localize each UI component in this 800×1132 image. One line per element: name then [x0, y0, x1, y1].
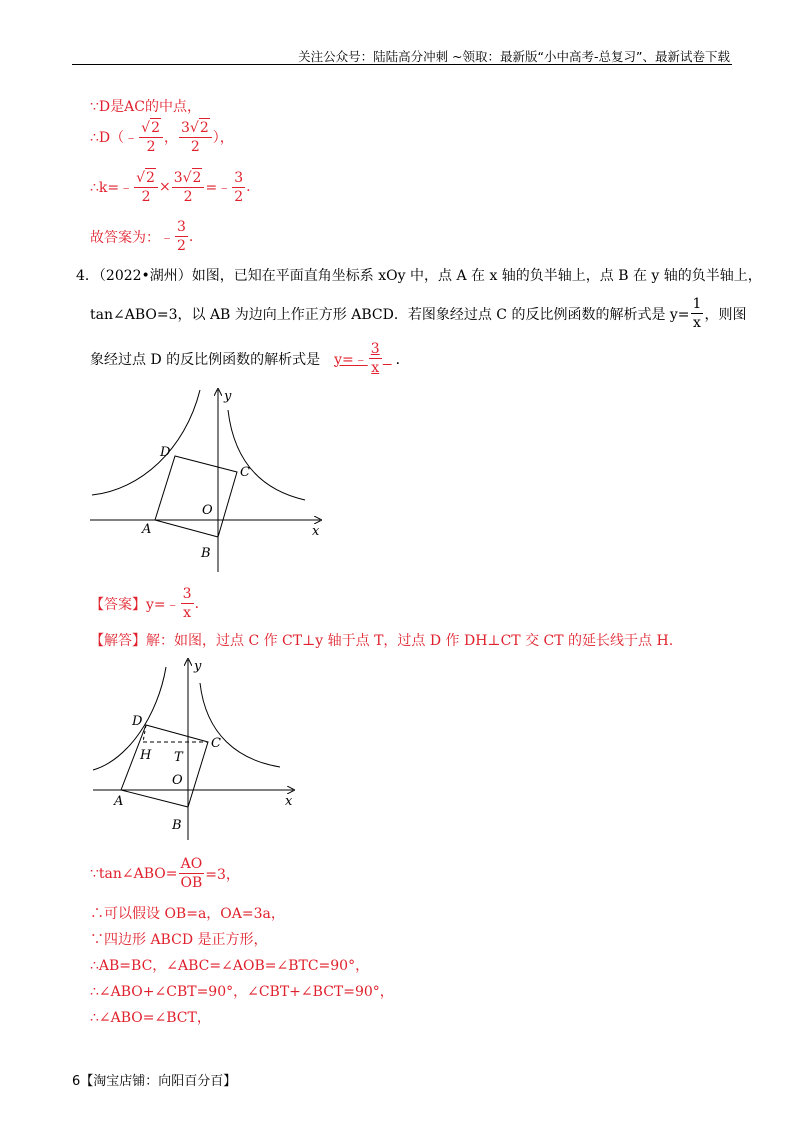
answer-frac	[181, 585, 194, 622]
label-d-2: D	[132, 714, 143, 729]
k-frac1-den: 2	[141, 189, 151, 205]
d-frac2-coef: 3	[180, 120, 190, 136]
k-frac2-den: 2	[183, 189, 193, 205]
d-frac2-den: 2	[190, 139, 200, 155]
label-a-2: A	[114, 794, 124, 809]
answer-blank-frac	[369, 340, 382, 377]
header-divider	[72, 64, 732, 65]
answer-blank-text: y=﹣	[334, 351, 368, 368]
solution-figure	[88, 655, 308, 845]
label-y-2: y	[194, 659, 202, 674]
page-header: 关注公众号：陆陆高分冲刺 ~领取：最新版“小中高考-总复习”、最新试卷下载	[298, 49, 730, 64]
d-frac-2: $\frac{3√2}{2}$	[179, 118, 212, 156]
d-suffix: ），	[212, 130, 234, 146]
curve-c-2	[200, 683, 280, 767]
label-c-2: C	[211, 736, 221, 751]
answer-line	[90, 585, 199, 622]
prev-answer-frac	[175, 218, 188, 255]
prev-answer-den: 2	[177, 238, 186, 254]
label-o-2: O	[172, 773, 183, 788]
d-frac1-num: 2	[151, 120, 160, 136]
problem-figure	[80, 380, 340, 580]
prev-answer-num: 3	[177, 219, 186, 235]
answer-num: 3	[182, 586, 192, 602]
k-end: .	[246, 179, 251, 195]
prev-answer-end: .	[188, 228, 194, 245]
k-prefix: ∴k=﹣	[90, 180, 134, 196]
answer-blank	[330, 340, 395, 377]
problem-frac-c	[691, 295, 704, 332]
solution-line-3: ∵四边形 ABCD 是正方形，	[90, 932, 268, 948]
d-frac2-num: 2	[199, 120, 209, 136]
k-frac1-num: 2	[146, 170, 155, 186]
d-frac1-den: 2	[146, 139, 156, 155]
answer-blank-den: x	[371, 360, 380, 376]
square-abcd-2	[121, 725, 208, 807]
prev-answer-prefix: 故答案为：﹣	[90, 229, 174, 246]
problem-line-3	[90, 340, 410, 377]
problem-text-3a: 象经过点 D 的反比例函数的解析式是	[90, 351, 321, 368]
prev-line-1: ∵D是AC的中点，	[90, 99, 201, 115]
solution-line-5: ∴∠ABO+∠CBT=90°，∠CBT+∠BCT=90°，	[90, 984, 394, 1000]
solution-line-2: ∴可以假设 OB=a，OA=3a，	[90, 906, 285, 922]
tan-frac	[179, 855, 205, 892]
tan-num: AO	[180, 856, 203, 872]
label-c: C	[240, 465, 250, 480]
prev-k-line	[90, 168, 251, 206]
solution-intro-text: 解：如图，过点 C 作 CT⊥y 轴于点 T，过点 D 作 DH⊥CT 交 CT 的延长线于点 H.	[146, 633, 674, 649]
answer-tag: 【答案】	[90, 596, 146, 613]
problem-line-2	[90, 295, 746, 332]
problem-number: 4．	[76, 268, 99, 284]
answer-expr: y=﹣	[146, 596, 180, 613]
d-frac-1: $\frac{√2}{2}$	[139, 118, 163, 156]
tan-den: OB	[180, 875, 203, 891]
answer-end: .	[194, 595, 200, 612]
solution-line-4: ∴AB=BC，∠ABC=∠AOB=∠BTC=90°，	[90, 958, 370, 974]
k-times: ×	[158, 179, 171, 195]
label-x-2: x	[285, 794, 293, 809]
k-frac2-num: 2	[192, 170, 202, 186]
square-abcd	[155, 456, 237, 537]
solution-tag: 【解答】	[90, 633, 146, 649]
tan-end: =3，	[205, 866, 240, 883]
curve-c	[228, 410, 305, 500]
prev-point-d	[90, 118, 234, 156]
tan-prefix: ∵tan∠ABO=	[90, 865, 178, 882]
answer-den: x	[183, 605, 192, 621]
label-t: T	[174, 750, 183, 765]
solution-intro	[90, 630, 673, 650]
footer-text: 【淘宝店铺：向阳百分百】	[80, 1074, 237, 1089]
k-eq: =﹣	[205, 180, 232, 196]
k-res-num: 3	[234, 169, 244, 186]
curve-d	[92, 390, 200, 495]
label-b: B	[201, 546, 211, 561]
k-res-den: 2	[234, 188, 244, 205]
problem-text-3-end: ．	[395, 351, 410, 368]
prev-answer	[90, 218, 193, 255]
curve-d-2	[93, 667, 166, 770]
problem-frac-c-num: 1	[692, 296, 702, 312]
problem-frac-c-den: x	[693, 315, 701, 331]
k-frac-2: $\frac{3√2}{2}$	[172, 168, 205, 206]
solution-tan-line	[90, 855, 240, 892]
k-frac-1: $\frac{√2}{2}$	[134, 168, 158, 206]
label-h: H	[140, 748, 152, 763]
label-b-2: B	[172, 818, 182, 833]
problem-line-1	[76, 265, 762, 285]
label-x: x	[312, 524, 320, 539]
k-result	[232, 169, 245, 206]
solution-line-6: ∴∠ABO=∠BCT，	[90, 1010, 211, 1026]
problem-text-2a: tan∠ABO=3，以 AB 为边向上作正方形 ABCD．若图象经过点 C 的反比例函数的解析式是 y=	[90, 306, 690, 323]
d-sep: ，	[163, 130, 178, 146]
label-o: O	[202, 503, 213, 518]
label-d: D	[160, 445, 171, 460]
page-footer	[72, 1070, 236, 1089]
problem-text-1: （2022•湖州）如图，已知在平面直角坐标系 xOy 中，点 A 在 x 轴的负半轴上，点 B 在 y 轴的负半轴上，	[98, 268, 762, 284]
page-number: 6	[72, 1074, 81, 1089]
problem-text-2b: ，则图	[704, 306, 747, 323]
answer-blank-num: 3	[370, 341, 380, 357]
k-frac2-coef: 3	[173, 170, 183, 186]
label-a: A	[142, 522, 152, 537]
label-y: y	[224, 389, 232, 404]
d-prefix: ∴D（﹣	[90, 130, 139, 146]
